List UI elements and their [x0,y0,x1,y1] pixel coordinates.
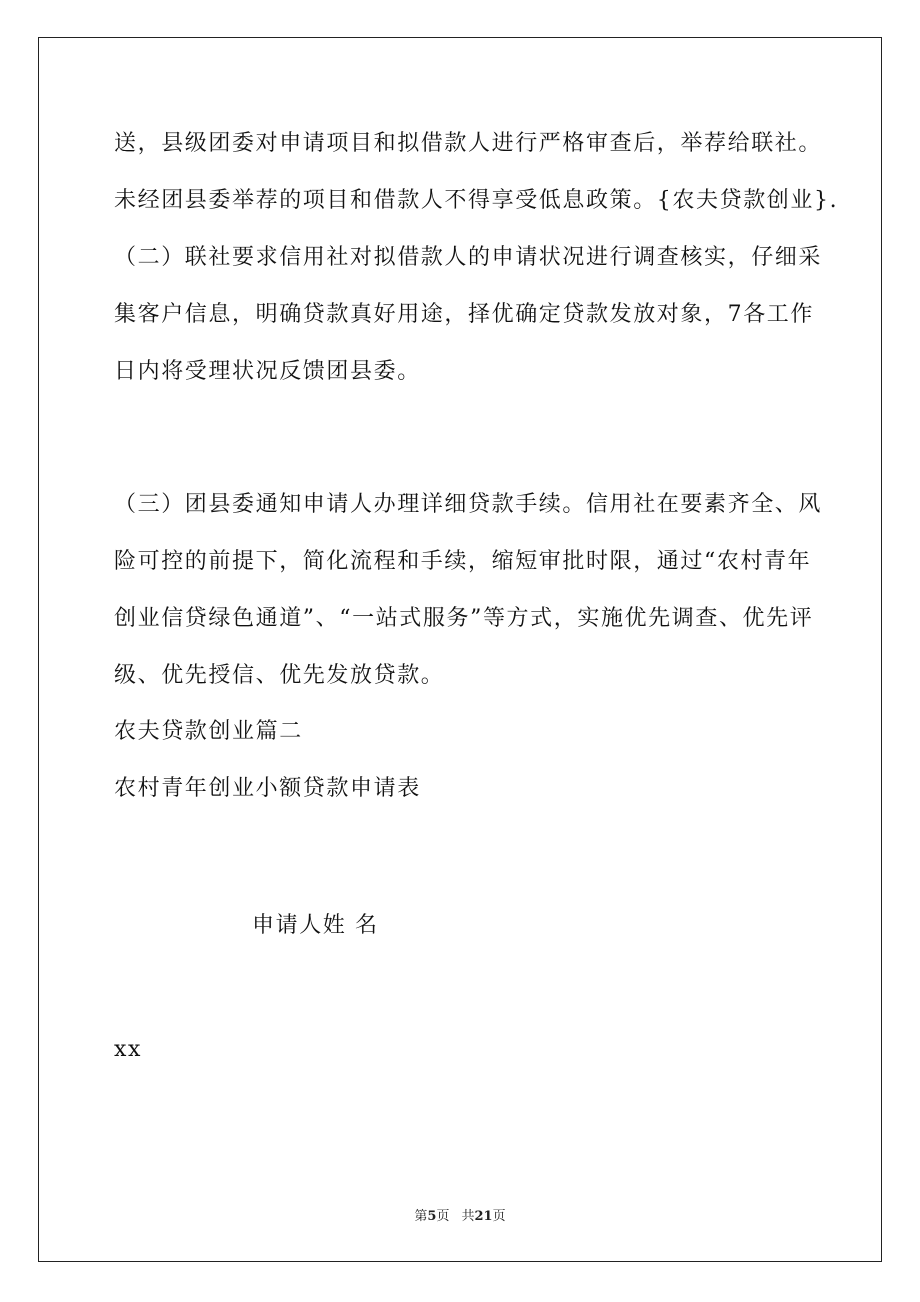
body-line-2: 未经团县委举荐的项目和借款人不得享受低息政策。{农夫贷款创业}. [114,188,839,213]
body-line-7: 险可控的前提下，简化流程和手续，缩短审批时限，通过“农村青年 [114,549,812,574]
body-line-5: 日内将受理状况反馈团县委。 [114,359,421,384]
body-line-4: 集客户信息，明确贷款真好用途，择优确定贷款发放对象，7各工作 [114,302,814,327]
total-prefix: 共 [461,1209,475,1224]
body-line-6: （三）团县委通知申请人办理详细贷款手续。信用社在要素齐全、风 [114,492,823,517]
body-line-1: 送，县级团委对申请项目和拟借款人进行严格审查后，举荐给联社。 [114,131,823,156]
page-prefix: 第 [414,1209,428,1224]
section-heading: 农夫贷款创业篇二 [114,719,303,744]
page-current: 5 [427,1209,437,1224]
body-line-9: 级、优先授信、优先发放贷款。 [114,663,445,688]
page-total: 21 [474,1209,493,1224]
body-line-8: 创业信贷绿色通道”、“一站式服务”等方式，实施优先调查、优先评 [114,606,814,631]
form-title: 农村青年创业小额贷款申请表 [114,776,421,801]
page-unit: 页 [436,1209,450,1224]
total-unit: 页 [492,1209,506,1224]
applicant-name-label: 申请人姓 名 [252,913,379,938]
page-border [38,37,882,1262]
body-line-3: （二）联社要求信用社对拟借款人的申请状况进行调查核实，仔细采 [114,245,823,270]
page-footer [0,1208,920,1226]
placeholder-text: xx [114,1037,143,1062]
